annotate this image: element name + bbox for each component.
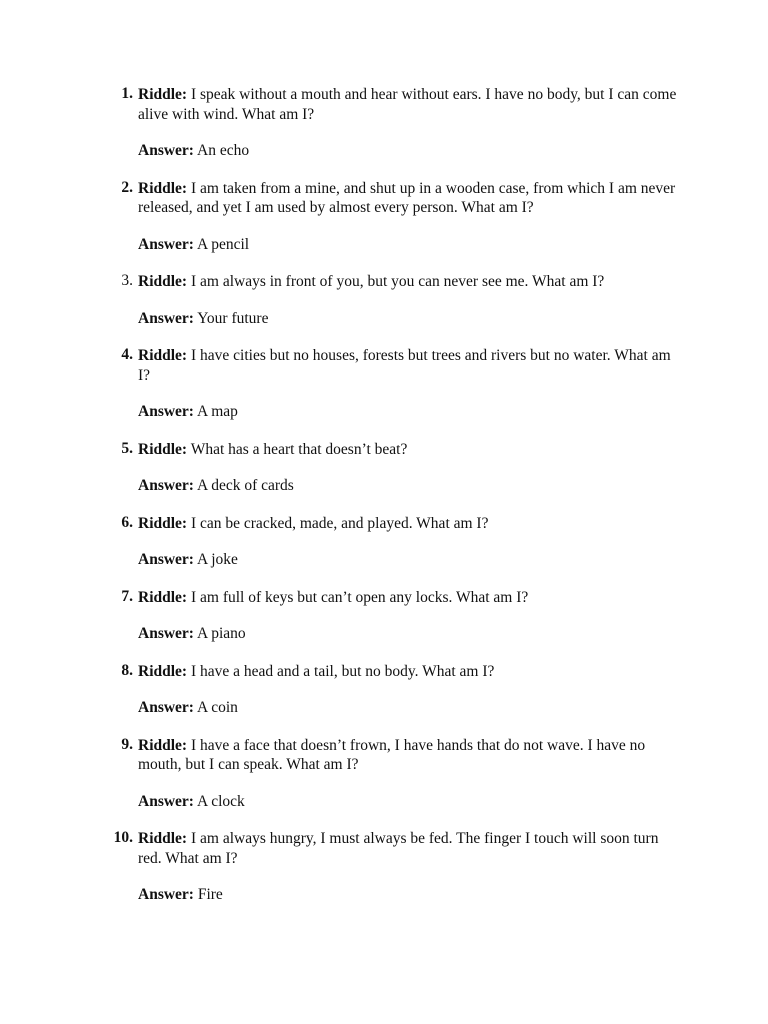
riddle-question <box>138 85 680 124</box>
riddle-answer <box>138 402 680 422</box>
riddle-answer <box>138 624 680 644</box>
riddle-answer <box>138 792 680 812</box>
riddle-number: 5. <box>121 439 133 457</box>
riddle-number: 3. <box>121 272 133 289</box>
answer-text: A coin <box>197 699 238 716</box>
riddle-question <box>138 440 680 460</box>
riddle-text: I have a face that doesn’t frown, I have hands that do not wave. I have no mouth, but I can speak. What am I? <box>138 736 646 773</box>
riddle-number: 2. <box>121 178 133 196</box>
answer-label: Answer: <box>138 699 194 716</box>
answer-text: A piano <box>197 625 246 642</box>
riddle-text: I am always hungry, I must always be fed. The finger I touch will soon turn red. What am I? <box>138 830 659 867</box>
answer-text: A deck of cards <box>197 477 294 494</box>
riddle-item-2 <box>105 179 680 255</box>
answer-label: Answer: <box>138 142 194 159</box>
riddle-label: Riddle: <box>138 830 188 847</box>
riddle-label: Riddle: <box>138 588 188 606</box>
riddle-list <box>105 85 680 923</box>
riddle-number: 4. <box>121 346 133 363</box>
riddle-text: I am taken from a mine, and shut up in a wooden case, from which I am never released, and yet I am used by almost every person. What am I? <box>138 179 676 216</box>
riddle-question <box>138 588 680 608</box>
riddle-question <box>138 736 680 775</box>
riddle-item-5 <box>105 440 680 496</box>
riddle-label: Riddle: <box>138 273 188 290</box>
riddle-item-9 <box>105 736 680 812</box>
riddle-answer <box>138 235 680 255</box>
riddle-question <box>138 272 680 292</box>
riddle-label: Riddle: <box>138 440 188 458</box>
riddle-text: I speak without a mouth and hear without ears. I have no body, but I can come alive with wind. What am I? <box>138 86 677 123</box>
answer-text: A clock <box>197 792 245 810</box>
riddle-answer <box>138 698 680 718</box>
answer-label: Answer: <box>138 235 194 253</box>
riddle-label: Riddle: <box>138 179 188 197</box>
riddle-text: I have a head and a tail, but no body. What am I? <box>190 662 495 680</box>
riddle-text: What has a heart that doesn’t beat? <box>190 440 408 458</box>
riddle-item-6 <box>105 514 680 570</box>
answer-text: A joke <box>197 551 238 568</box>
riddle-item-3 <box>105 272 680 328</box>
riddle-text: I am full of keys but can’t open any locks. What am I? <box>190 588 529 606</box>
riddle-item-8 <box>105 662 680 718</box>
answer-text: Your future <box>197 309 269 327</box>
riddle-text: I can be cracked, made, and played. What am I? <box>190 514 489 532</box>
riddle-number: 10. <box>113 829 133 846</box>
riddle-answer <box>138 309 680 329</box>
answer-label: Answer: <box>138 625 194 642</box>
riddle-number: 9. <box>121 735 133 753</box>
answer-label: Answer: <box>138 309 194 327</box>
answer-text: A map <box>197 403 238 420</box>
riddle-question <box>138 346 680 385</box>
riddle-question <box>138 179 680 218</box>
answer-text: A pencil <box>197 235 250 253</box>
riddle-label: Riddle: <box>138 86 188 103</box>
riddle-text: I have cities but no houses, forests but trees and rivers but no water. What am I? <box>138 347 671 384</box>
riddle-question <box>138 829 680 868</box>
answer-text: Fire <box>197 886 223 903</box>
riddle-text: I am always in front of you, but you can never see me. What am I? <box>190 273 605 290</box>
answer-label: Answer: <box>138 551 194 568</box>
answer-text: An echo <box>197 142 250 159</box>
riddle-item-1 <box>105 85 680 161</box>
riddle-answer <box>138 141 680 161</box>
riddle-number: 1. <box>121 85 133 102</box>
riddle-question <box>138 662 680 682</box>
riddle-answer <box>138 550 680 570</box>
riddle-answer <box>138 885 680 905</box>
riddle-label: Riddle: <box>138 514 188 532</box>
answer-label: Answer: <box>138 792 194 810</box>
riddle-number: 8. <box>121 661 133 679</box>
riddle-number: 7. <box>121 587 133 605</box>
answer-label: Answer: <box>138 886 194 903</box>
riddle-question <box>138 514 680 534</box>
riddle-label: Riddle: <box>138 736 188 754</box>
riddle-number: 6. <box>121 513 133 531</box>
answer-label: Answer: <box>138 403 194 420</box>
riddle-answer <box>138 476 680 496</box>
riddle-label: Riddle: <box>138 662 188 680</box>
riddle-item-7 <box>105 588 680 644</box>
riddle-item-4 <box>105 346 680 422</box>
riddle-label: Riddle: <box>138 347 188 364</box>
riddle-item-10 <box>105 829 680 905</box>
answer-label: Answer: <box>138 477 194 494</box>
